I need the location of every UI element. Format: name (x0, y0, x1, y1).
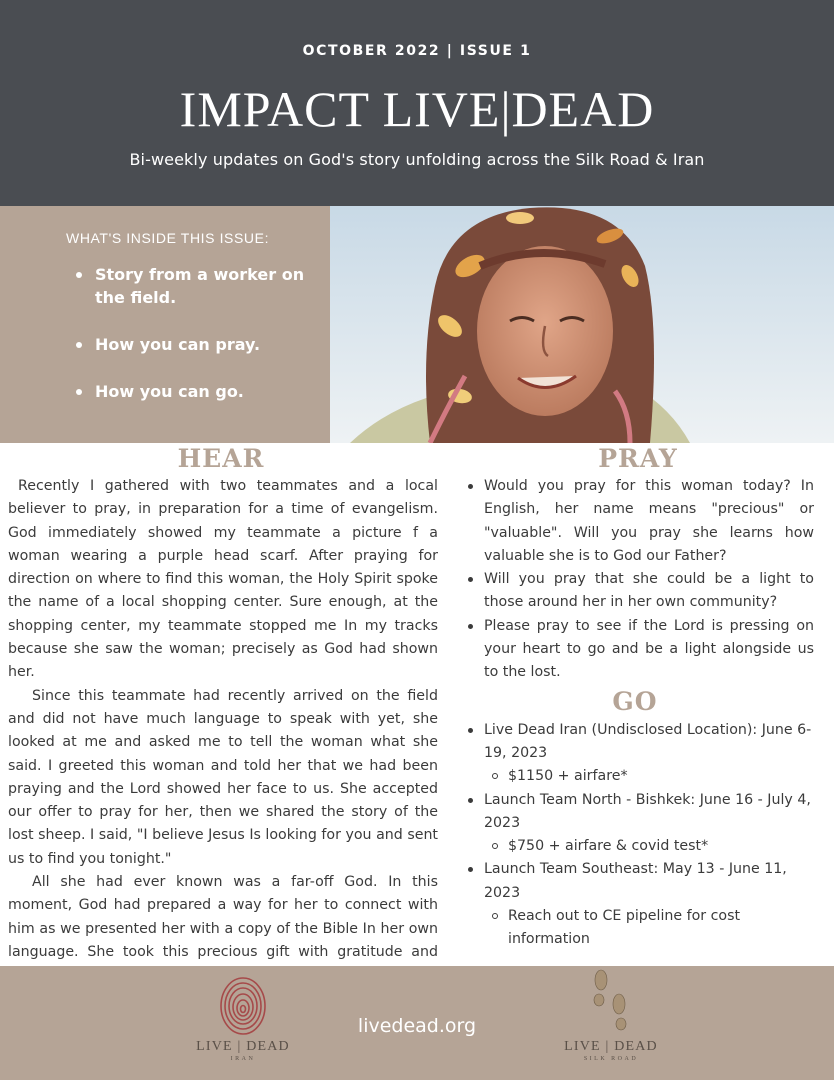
live-dead-iran-logo (188, 966, 298, 1062)
prayer-request: Will you pray that she could be a light to those around her in her own community? (466, 568, 814, 615)
inside-list (74, 263, 314, 403)
trip-item (466, 719, 814, 789)
pray-heading: PRAY (598, 444, 678, 473)
pray-go-column (466, 445, 814, 1022)
issue-date-line: OCTOBER 2022 | ISSUE 1 (302, 43, 532, 59)
logo-region: IRAN (230, 1056, 256, 1062)
newsletter-subtitle: Bi-weekly updates on God's story unfolding across the Silk Road & Iran (129, 150, 705, 169)
pray-list (466, 475, 814, 685)
inside-item: How you can go. (74, 380, 314, 403)
newsletter-footer (0, 966, 834, 1080)
newsletter-header (0, 0, 834, 206)
trip-cost: $1150 + airfare* (490, 765, 814, 788)
story-paragraph: Recently I gathered with two teammates and a local believer to pray, in preparation for a time of evangelism. God immediately showed my teammate a picture f a woman wearing a purple head scarf. After praying for direction on where to find this woman, the Holy Spirit spoke the name of a local shopping center. Sure enough, at the shopping center, my teammate stopped me In my tracks because she saw the woman; precisely as God had shown her. (8, 478, 438, 681)
trip-item (466, 858, 814, 951)
prayer-request: Would you pray for this woman today? In English, her name means "precious" or "valuable". Will you pray she learns how valuable she is to God our Father? (466, 475, 814, 568)
trip-item (466, 789, 814, 859)
story-paragraph: All she had ever known was a far-off God. In this moment, God had prepared a way for her to connect with him as we presented her with a copy of the Bible In her own language. She took this precious gift with gratitude and (8, 874, 438, 960)
woman-portrait-photo (330, 206, 834, 443)
inside-this-issue-panel (0, 206, 330, 443)
hear-section (8, 445, 438, 988)
trip-name: Launch Team North - Bishkek: June 16 - July 4, 2023 (484, 791, 811, 831)
logo-wordmark: LIVE | DEAD (196, 1039, 290, 1054)
inside-heading: WHAT'S INSIDE THIS ISSUE: (66, 230, 270, 246)
hear-story (8, 475, 438, 988)
trip-name: Live Dead Iran (Undisclosed Location): June 6-19, 2023 (484, 721, 812, 761)
trip-name: Launch Team Southeast: May 13 - June 11, 2023 (484, 861, 787, 901)
prayer-request: Please pray to see if the Lord is pressing on your heart to go and be a light alongside us to the lost. (466, 615, 814, 685)
story-paragraph: Since this teammate had recently arrived on the field and did not have much language to speak with yet, she looked at me and asked me to tell the woman what she said. I greeted this woman and told her that we had been praying and the Lord showed her face to us. She accepted our offer to pray for her, then we shared the story of the lost sheep. I said, "I believe Jesus Is looking for you and sent us to find you tonight." (8, 687, 438, 867)
inside-item: Story from a worker on the field. (74, 263, 314, 309)
newsletter-title: IMPACT LIVE|DEAD (179, 81, 655, 137)
trip-list (466, 719, 814, 952)
inside-item: How you can pray. (74, 333, 314, 356)
trip-cost: Reach out to CE pipeline for cost information (490, 905, 814, 952)
go-heading: GO (612, 686, 658, 716)
logo-wordmark: LIVE | DEAD (564, 1039, 658, 1054)
footprints-logo-icon (581, 966, 641, 1036)
hear-heading: HEAR (177, 444, 265, 473)
trip-cost: $750 + airfare & covid test* (490, 835, 814, 858)
logo-region: SILK ROAD (583, 1056, 639, 1062)
website-link[interactable]: livedead.org (357, 1015, 477, 1037)
live-dead-silk-road-logo (556, 966, 666, 1062)
